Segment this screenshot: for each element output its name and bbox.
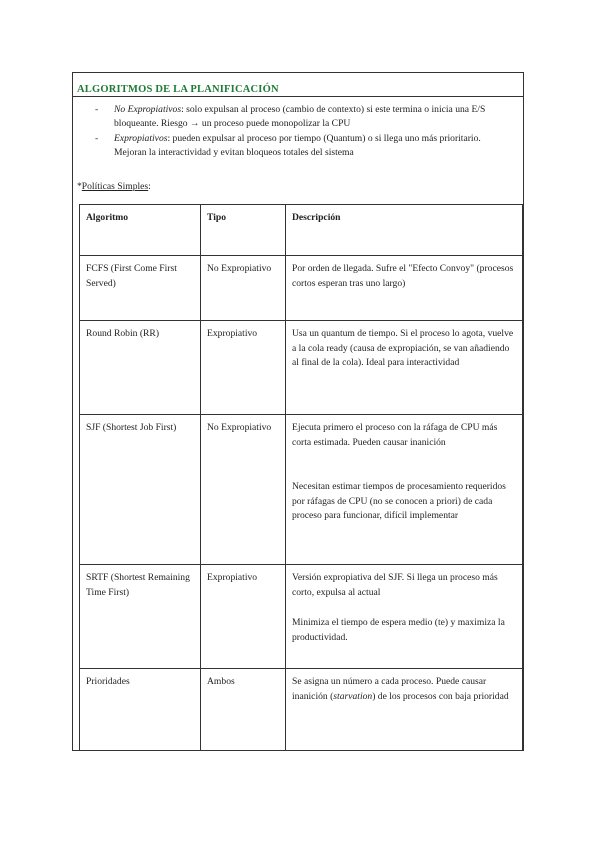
table-row — [80, 256, 523, 321]
policies-suffix: : — [148, 181, 151, 192]
cell-algorithm: FCFS (First Come First Served) — [80, 256, 201, 321]
bullet-term: No Expropiativos — [114, 104, 182, 115]
definitions-list — [73, 97, 523, 160]
header-algoritmo: Algoritmo — [80, 205, 201, 256]
page-title: ALGORITMOS DE LA PLANIFICACIÓN — [77, 84, 279, 95]
cell-description — [286, 415, 523, 565]
cell-description — [286, 565, 523, 669]
bullet-text: : pueden expulsar al proceso por tiempo (Quantum) o si llega uno más prioritario. Mejoran la interactividad y evitan bloqueos totales del sistema — [114, 133, 481, 158]
table-row — [80, 321, 523, 415]
cell-algorithm: SJF (Shortest Job First) — [80, 415, 201, 565]
cell-algorithm: Round Robin (RR) — [80, 321, 201, 415]
cell-type: No Expropiativo — [201, 415, 286, 565]
cell-type: Expropiativo — [201, 565, 286, 669]
description-extra-text: Minimiza el tiempo de espera medio (te) y maximiza la productividad. — [292, 617, 505, 643]
description-text: Versión expropiativa del SJF. Si llega un proceso más corto, expulsa al actual — [292, 572, 498, 598]
title-row — [73, 73, 523, 97]
bullet-text: : solo expulsan al proceso (cambio de contexto) si este termina o inicia una E/S bloqueante. Riesgo → un proceso puede monopolizar la CPU — [114, 104, 486, 129]
table-row — [80, 415, 523, 565]
cell-description — [286, 256, 523, 321]
bullet-no-expropiativos — [73, 103, 523, 131]
description-text: Ejecuta primero el proceso con la ráfaga de CPU más corta estimada. Pueden causar inanición — [292, 422, 498, 448]
cell-type: Ambos — [201, 669, 286, 751]
bullet-term: Expropiativos — [114, 133, 168, 144]
cell-description — [286, 669, 523, 751]
header-tipo: Tipo — [201, 205, 286, 256]
table-row — [80, 669, 523, 751]
cell-algorithm: SRTF (Shortest Remaining Time First) — [80, 565, 201, 669]
cell-type: No Expropiativo — [201, 256, 286, 321]
policies-prefix: * — [77, 181, 82, 192]
cell-type: Expropiativo — [201, 321, 286, 415]
description-extra-text: Necesitan estimar tiempos de procesamiento requeridos por ráfagas de CPU (no se conocen a priori) de cada proceso para funcionar, difícil implementar — [292, 481, 506, 521]
policies-label: Políticas Simples — [81, 181, 149, 192]
bullet-dash: - — [95, 104, 99, 115]
policies-heading — [77, 180, 523, 194]
table-header-row — [80, 205, 523, 256]
document-frame — [72, 72, 524, 751]
description-post: ) de los procesos con baja prioridad — [372, 690, 509, 702]
cell-description — [286, 321, 523, 415]
description-text: Usa un quantum de tiempo. Si el proceso lo agota, vuelve a la cola ready (causa de expropiación, se van añadiendo al final de la cola). Ideal para interactividad — [292, 328, 514, 368]
cell-algorithm: Prioridades — [80, 669, 201, 751]
algorithms-table — [79, 204, 523, 751]
table-row — [80, 565, 523, 669]
bullet-dash: - — [95, 133, 99, 144]
description-pre: Se asigna un número a cada proceso. Puede causar inanición ( — [292, 676, 487, 702]
description-term: starvation — [333, 690, 373, 702]
description-text: Por orden de llegada. Sufre el "Efecto Convoy" (procesos cortos esperan tras uno largo) — [292, 263, 514, 289]
description-text — [292, 675, 516, 704]
bullet-expropiativos — [73, 132, 523, 160]
header-descripcion: Descripción — [286, 205, 523, 256]
